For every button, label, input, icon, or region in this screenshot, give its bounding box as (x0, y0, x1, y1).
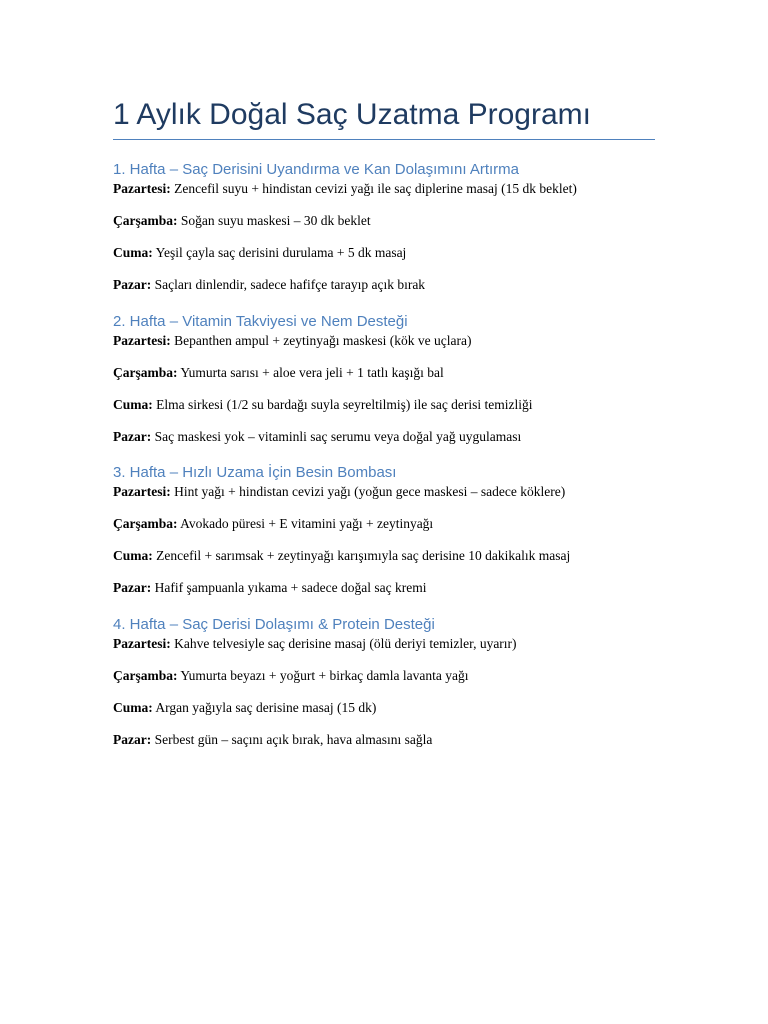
day-text: Yumurta sarısı + aloe vera jeli + 1 tatlı kaşığı bal (180, 365, 444, 380)
day-entry-sunday (113, 428, 673, 446)
day-label: Çarşamba: (113, 516, 178, 531)
day-text: Elma sirkesi (1/2 su bardağı suyla seyreltilmiş) ile saç derisi temizliği (156, 397, 533, 412)
day-text: Zencefil suyu + hindistan cevizi yağı ile saç diplerine masaj (15 dk beklet) (174, 181, 577, 196)
day-text: Zencefil + sarımsak + zeytinyağı karışımıyla saç derisine 10 dakikalık masaj (156, 548, 571, 563)
document-title: 1 Aylık Doğal Saç Uzatma Programı (113, 98, 591, 131)
week-section (113, 312, 673, 446)
day-text: Hint yağı + hindistan cevizi yağı (yoğun gece maskesi – sadece köklere) (174, 484, 566, 499)
day-entry-sunday (113, 579, 673, 597)
day-text: Soğan suyu maskesi – 30 dk beklet (180, 213, 371, 228)
day-text: Kahve telvesiyle saç derisine masaj (ölü deriyi temizler, uyarır) (174, 636, 517, 651)
day-entry-friday (113, 699, 673, 717)
day-entry-sunday (113, 731, 673, 749)
day-label: Çarşamba: (113, 668, 178, 683)
day-entry-wednesday (113, 212, 673, 230)
day-entry-monday (113, 483, 673, 501)
day-text: Serbest gün – saçını açık bırak, hava almasını sağla (154, 732, 433, 747)
day-label: Çarşamba: (113, 365, 178, 380)
day-label: Cuma: (113, 700, 153, 715)
day-label: Pazar: (113, 732, 152, 747)
day-text: Yeşil çayla saç derisini durulama + 5 dk masaj (155, 245, 407, 260)
day-label: Cuma: (113, 548, 153, 563)
week-heading: 2. Hafta – Vitamin Takviyesi ve Nem Desteği (113, 313, 408, 330)
day-label: Cuma: (113, 397, 153, 412)
day-label: Pazartesi: (113, 636, 171, 651)
week-heading: 4. Hafta – Saç Derisi Dolaşımı & Protein Desteği (113, 616, 435, 633)
day-entry-sunday (113, 276, 673, 294)
day-entry-wednesday (113, 364, 673, 382)
title-divider (113, 139, 655, 140)
day-text: Saç maskesi yok – vitaminli saç serumu veya doğal yağ uygulaması (154, 429, 522, 444)
day-text: Hafif şampuanla yıkama + sadece doğal saç kremi (154, 580, 427, 595)
week-section (113, 615, 673, 749)
week-heading: 1. Hafta – Saç Derisini Uyandırma ve Kan Dolaşımını Artırma (113, 161, 519, 178)
day-entry-wednesday (113, 667, 673, 685)
day-label: Pazartesi: (113, 333, 171, 348)
day-entry-friday (113, 244, 673, 262)
day-entry-friday (113, 547, 673, 565)
day-text: Yumurta beyazı + yoğurt + birkaç damla lavanta yağı (180, 668, 469, 683)
week-section (113, 463, 673, 597)
day-label: Cuma: (113, 245, 153, 260)
day-entry-monday (113, 332, 673, 350)
day-label: Pazartesi: (113, 484, 171, 499)
week-heading: 3. Hafta – Hızlı Uzama İçin Besin Bombası (113, 464, 397, 481)
day-entry-friday (113, 396, 673, 414)
day-label: Pazar: (113, 429, 152, 444)
day-text: Avokado püresi + E vitamini yağı + zeytinyağı (180, 516, 434, 531)
day-text: Argan yağıyla saç derisine masaj (15 dk) (155, 700, 377, 715)
day-text: Bepanthen ampul + zeytinyağı maskesi (kök ve uçlara) (174, 333, 472, 348)
day-label: Pazar: (113, 277, 152, 292)
week-section (113, 160, 673, 294)
day-entry-monday (113, 635, 673, 653)
day-text: Saçları dinlendir, sadece hafifçe tarayıp açık bırak (154, 277, 426, 292)
day-label: Pazar: (113, 580, 152, 595)
day-entry-wednesday (113, 515, 673, 533)
day-entry-monday (113, 180, 673, 198)
day-label: Pazartesi: (113, 181, 171, 196)
day-label: Çarşamba: (113, 213, 178, 228)
